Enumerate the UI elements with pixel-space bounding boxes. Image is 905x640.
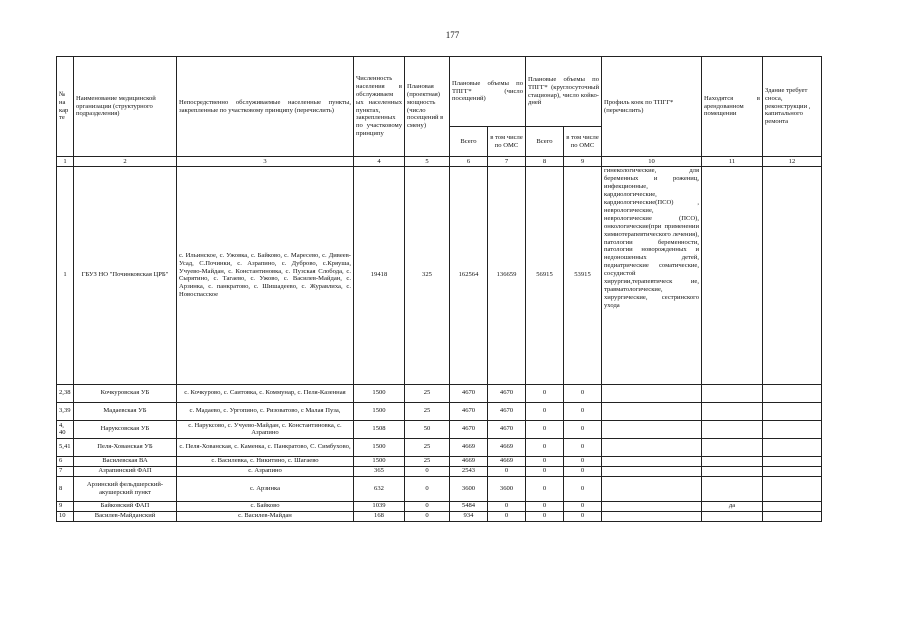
row-beds-oms: 0	[564, 466, 602, 476]
row-population: 632	[354, 476, 405, 501]
row-capacity: 0	[405, 476, 450, 501]
row-capacity: 25	[405, 438, 450, 456]
main-row-settlements: с. Ильинское, с. Ужовка, с. Байково, с. Маресево, с. Дивеев-Усад, С.Починки, с. Азрапино, с. Дуброво, с.Кряуша, Учуево-Майдан, с. Константиновка, с. Пузская Слобода, с. Сырятино, с. Тагаево, с. Ужово, с. Василев-Майдан, с. Арзинка, с. панкратово, с. Шишадеево, с. Журавлиха, с. Новоспасское	[177, 166, 354, 384]
row-name: Мадаевская УБ	[74, 402, 177, 420]
row-visits-oms: 3600	[488, 476, 526, 501]
row-beds-oms: 0	[564, 476, 602, 501]
table-row	[57, 456, 822, 466]
row-profile	[602, 501, 702, 511]
row-settlements: с. Василевка, с. Никитино, с. Шагаево	[177, 456, 354, 466]
main-row-profile: гинекологические, для беременных и рожениц, инфекционные, кардиологические, кардиологические(ПСО) , неврологические, неврологические (ПСО), онкологические(при применении химиотерапевтического лечения), патологии беременности, патологии новорожденных и недоношенных детей, педиатрические соматические, сосудистой хирургии,терапевтическ ие, травматологические, хирургические, сестринского ухода	[602, 166, 702, 384]
row-num: 5,41	[57, 438, 74, 456]
row-beds-oms: 0	[564, 384, 602, 402]
row-settlements: с. Наруксово, с. Учуево-Майдан, с. Константиновка, с. Азрапино	[177, 420, 354, 438]
header-col11: Находятся в арендованном помещении	[702, 57, 763, 157]
row-repair	[763, 384, 822, 402]
row-rented	[702, 511, 763, 521]
row-visits-total: 4670	[450, 402, 488, 420]
row-beds-total: 0	[526, 501, 564, 511]
row-rented	[702, 420, 763, 438]
column-number: 3	[177, 157, 354, 167]
row-beds-total: 0	[526, 384, 564, 402]
row-population: 1500	[354, 402, 405, 420]
row-visits-oms: 4670	[488, 420, 526, 438]
row-profile	[602, 466, 702, 476]
row-num: 4, 40	[57, 420, 74, 438]
main-row-beds-total: 56915	[526, 166, 564, 384]
row-num: 2,38	[57, 384, 74, 402]
main-row-repair	[763, 166, 822, 384]
row-population: 1500	[354, 438, 405, 456]
row-beds-total: 0	[526, 476, 564, 501]
row-beds-oms: 0	[564, 501, 602, 511]
table-row	[57, 501, 822, 511]
column-number: 10	[602, 157, 702, 167]
row-name: Байковский ФАП	[74, 501, 177, 511]
row-settlements: с. Кочкурово, с. Саитовка, с. Коммунар, с. Пеля-Казенная	[177, 384, 354, 402]
header-col6-7: Плановые объемы по ТПГГ* (число посещений)	[450, 57, 526, 127]
row-visits-oms: 4670	[488, 402, 526, 420]
main-row-population: 19418	[354, 166, 405, 384]
row-visits-total: 2543	[450, 466, 488, 476]
header-col4: Численность населения в обслуживаем ых населенных пунктах, закрепленных по участковому принципу	[354, 57, 405, 157]
main-row-capacity: 325	[405, 166, 450, 384]
row-profile	[602, 438, 702, 456]
row-rented	[702, 466, 763, 476]
main-row-name: ГБУЗ НО "Починковская ЦРБ"	[74, 166, 177, 384]
row-capacity: 0	[405, 511, 450, 521]
column-number: 2	[74, 157, 177, 167]
row-num: 7	[57, 466, 74, 476]
header-col9-oms: в том числе по ОМС	[564, 127, 602, 157]
row-population: 1039	[354, 501, 405, 511]
column-number: 5	[405, 157, 450, 167]
column-number: 6	[450, 157, 488, 167]
row-population: 365	[354, 466, 405, 476]
row-population: 168	[354, 511, 405, 521]
row-population: 1500	[354, 384, 405, 402]
header-col7-oms: в том числе по ОМС	[488, 127, 526, 157]
row-num: 3,39	[57, 402, 74, 420]
row-settlements: с. Азрапино	[177, 466, 354, 476]
row-visits-total: 4669	[450, 438, 488, 456]
row-name: Азрапинский ФАП	[74, 466, 177, 476]
table-row	[57, 438, 822, 456]
row-name: Кочкуровская УБ	[74, 384, 177, 402]
row-beds-total: 0	[526, 438, 564, 456]
row-profile	[602, 402, 702, 420]
row-visits-oms: 4670	[488, 384, 526, 402]
row-visits-total: 4670	[450, 384, 488, 402]
main-row-beds-oms: 53915	[564, 166, 602, 384]
row-profile	[602, 476, 702, 501]
row-name: Арзинский фельдшерский-акушерский пункт	[74, 476, 177, 501]
row-repair	[763, 420, 822, 438]
column-number: 12	[763, 157, 822, 167]
row-capacity: 25	[405, 456, 450, 466]
table-row	[57, 476, 822, 501]
header-col10: Профиль коек по ТПГГ* (перечислить)	[602, 57, 702, 157]
row-beds-total: 0	[526, 420, 564, 438]
row-num: 10	[57, 511, 74, 521]
row-capacity: 25	[405, 384, 450, 402]
row-visits-total: 5484	[450, 501, 488, 511]
row-repair	[763, 466, 822, 476]
row-rented	[702, 476, 763, 501]
row-capacity: 50	[405, 420, 450, 438]
header-col8-9: Плановые объемы по ТПГГ* (круглосуточный стационар), число койко-дней	[526, 57, 602, 127]
header-col2: Наименование медицинской организации (структурного подразделения)	[74, 57, 177, 157]
column-number: 4	[354, 157, 405, 167]
row-visits-oms: 0	[488, 511, 526, 521]
main-row-visits-total: 162564	[450, 166, 488, 384]
row-visits-total: 934	[450, 511, 488, 521]
column-numbers-row	[57, 157, 822, 167]
table-row	[57, 466, 822, 476]
row-visits-oms: 4669	[488, 456, 526, 466]
row-population: 1500	[354, 456, 405, 466]
row-settlements: с. Арзинка	[177, 476, 354, 501]
row-visits-total: 3600	[450, 476, 488, 501]
row-capacity: 25	[405, 402, 450, 420]
row-beds-oms: 0	[564, 511, 602, 521]
row-visits-oms: 0	[488, 466, 526, 476]
row-settlements: с. Мадаево, с. Ургопино, с. Ризоватово, с Малая Пуза,	[177, 402, 354, 420]
column-number: 9	[564, 157, 602, 167]
row-visits-oms: 4669	[488, 438, 526, 456]
row-num: 6	[57, 456, 74, 466]
row-visits-total: 4669	[450, 456, 488, 466]
header-col5: Плановая (проектная) мощность (число посещений в смену)	[405, 57, 450, 157]
row-num: 9	[57, 501, 74, 511]
row-profile	[602, 456, 702, 466]
table-row	[57, 402, 822, 420]
row-name: Наруксовская УБ	[74, 420, 177, 438]
row-repair	[763, 511, 822, 521]
table-row	[57, 420, 822, 438]
row-beds-oms: 0	[564, 438, 602, 456]
header-col1: № на кар те	[57, 57, 74, 157]
table-row	[57, 511, 822, 521]
row-repair	[763, 456, 822, 466]
column-number: 1	[57, 157, 74, 167]
row-num: 8	[57, 476, 74, 501]
row-visits-oms: 0	[488, 501, 526, 511]
header-col12: Здание требует сноса, реконструкции , капитального ремонта	[763, 57, 822, 157]
row-repair	[763, 438, 822, 456]
row-visits-total: 4670	[450, 420, 488, 438]
row-beds-oms: 0	[564, 420, 602, 438]
row-name: Василев-Майданский	[74, 511, 177, 521]
column-number: 11	[702, 157, 763, 167]
row-repair	[763, 402, 822, 420]
row-name: Пеля-Хованская УБ	[74, 438, 177, 456]
main-row-visits-oms: 136659	[488, 166, 526, 384]
row-beds-total: 0	[526, 456, 564, 466]
column-number: 7	[488, 157, 526, 167]
row-rented	[702, 438, 763, 456]
row-profile	[602, 511, 702, 521]
row-rented	[702, 384, 763, 402]
main-org-row	[57, 166, 822, 384]
main-row-rented	[702, 166, 763, 384]
row-rented	[702, 456, 763, 466]
column-number: 8	[526, 157, 564, 167]
main-row-num: 1	[57, 166, 74, 384]
row-settlements: с. Василев-Майдан	[177, 511, 354, 521]
row-population: 1508	[354, 420, 405, 438]
header-col8-total: Всего	[526, 127, 564, 157]
row-rented	[702, 402, 763, 420]
header-col3: Непосредственно обслуживаемые населенные пункты, закрепленные по участковому принципу (перечислить)	[177, 57, 354, 157]
row-beds-total: 0	[526, 402, 564, 420]
facilities-table	[56, 56, 822, 522]
page-number: 177	[445, 30, 460, 40]
header-row-1	[57, 57, 822, 127]
row-capacity: 0	[405, 466, 450, 476]
row-settlements: с. Пеля-Хованская, с. Каменка, с. Панкратово, С. Симбухово,	[177, 438, 354, 456]
row-beds-oms: 0	[564, 402, 602, 420]
row-beds-oms: 0	[564, 456, 602, 466]
row-beds-total: 0	[526, 511, 564, 521]
row-name: Василевская ВА	[74, 456, 177, 466]
row-repair	[763, 476, 822, 501]
row-beds-total: 0	[526, 466, 564, 476]
row-profile	[602, 384, 702, 402]
row-rented: да	[702, 501, 763, 511]
row-settlements: с. Байково	[177, 501, 354, 511]
table-row	[57, 384, 822, 402]
row-capacity: 0	[405, 501, 450, 511]
row-repair	[763, 501, 822, 511]
row-profile	[602, 420, 702, 438]
header-col6-total: Всего	[450, 127, 488, 157]
